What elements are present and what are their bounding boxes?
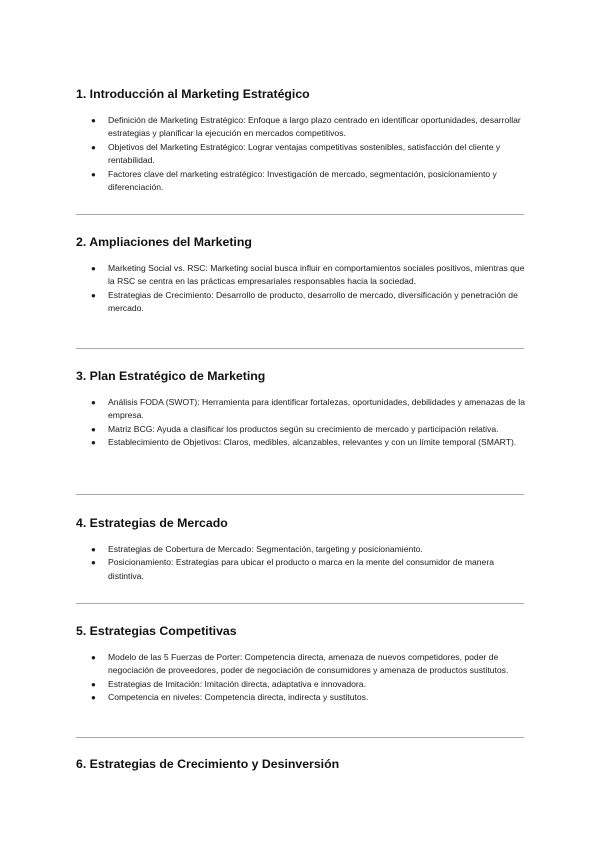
section-divider xyxy=(76,494,524,495)
list-item: ● Matriz BCG: Ayuda a clasificar los productos según su crecimiento de mercado y participación relativa. xyxy=(76,423,526,436)
bullet-icon: ● xyxy=(91,290,96,300)
list-item: ● Marketing Social vs. RSC: Marketing social busca influir en comportamientos sociales positivos, mientras que la RSC se centra en las prácticas empresariales responsables hacia la sociedad. xyxy=(91,263,525,287)
section-5 xyxy=(76,623,526,705)
list-item: ● Análisis FODA (SWOT): Herramienta para identificar fortalezas, oportunidades, debilidades y amenazas de la empresa. xyxy=(91,397,525,421)
bullet-icon: ● xyxy=(91,653,96,662)
section-heading: 6. Estrategias de Crecimiento y Desinversión xyxy=(76,757,340,771)
section-heading: 4. Estrategias de Mercado xyxy=(76,516,228,530)
list-item: ● Competencia en niveles: Competencia directa, indirecta y sustitutos. xyxy=(76,691,526,704)
section-divider xyxy=(76,348,524,349)
section-1 xyxy=(76,86,526,194)
list-item: ● Establecimiento de Objetivos: Claros, medibles, alcanzables, relevantes y con un límite temporal (SMART). xyxy=(76,436,526,449)
section-6 xyxy=(76,756,526,772)
section-3 xyxy=(76,368,526,450)
section-heading: 1. Introducción al Marketing Estratégico xyxy=(76,87,310,101)
bullet-icon: ● xyxy=(91,438,96,448)
bullet-list xyxy=(76,651,526,705)
bullet-icon: ● xyxy=(91,545,96,554)
section-divider xyxy=(76,737,524,738)
bullet-list xyxy=(76,543,526,583)
list-item: ● Definición de Marketing Estratégico: Enfoque a largo plazo centrado en identificar oportunidades, desarrollar estrategias y planificar la ejecución en mercados competitivos. xyxy=(91,115,521,139)
bullet-icon: ● xyxy=(91,142,96,152)
section-divider xyxy=(76,214,524,215)
bullet-icon: ● xyxy=(91,424,96,434)
bullet-list xyxy=(76,396,526,450)
bullet-icon: ● xyxy=(91,693,96,703)
bullet-icon: ● xyxy=(91,264,96,273)
bullet-icon: ● xyxy=(91,116,96,125)
bullet-list xyxy=(76,262,526,316)
list-item: ● Objetivos del Marketing Estratégico: Lograr ventajas competitivas sostenibles, satisfacción del cliente y rentabilidad. xyxy=(91,141,501,166)
bullet-icon: ● xyxy=(91,679,96,689)
bullet-icon: ● xyxy=(91,398,96,407)
list-item: ● Posicionamiento: Estrategias para ubicar el producto o marca en la mente del consumidor de manera distintiva. xyxy=(91,557,494,581)
bullet-icon: ● xyxy=(91,169,96,179)
section-2 xyxy=(76,234,526,316)
section-heading: 2. Ampliaciones del Marketing xyxy=(76,235,252,249)
list-item: ● Estrategias de Crecimiento: Desarrollo de producto, desarrollo de mercado, diversificación y penetración de mercado. xyxy=(91,289,518,314)
bullet-icon: ● xyxy=(91,558,96,568)
bullet-list xyxy=(76,114,526,194)
list-item: ● Modelo de las 5 Fuerzas de Porter: Competencia directa, amenaza de nuevos competidores, poder de negociación de proveedores, poder de negociación de consumidores y amenaza de productos sustitutos. xyxy=(91,652,509,676)
list-item: ● Estrategias de Cobertura de Mercado: Segmentación, targeting y posicionamiento. xyxy=(76,543,526,556)
section-divider xyxy=(76,603,524,604)
section-4 xyxy=(76,515,526,583)
list-item: ● Estrategias de Imitación: Imitación directa, adaptativa e innovadora. xyxy=(76,678,526,691)
list-item: ● Factores clave del marketing estratégico: Investigación de mercado, segmentación, posicionamiento y diferenciación. xyxy=(91,168,497,193)
section-heading: 3. Plan Estratégico de Marketing xyxy=(76,369,266,383)
section-heading: 5. Estrategias Competitivas xyxy=(76,624,237,638)
